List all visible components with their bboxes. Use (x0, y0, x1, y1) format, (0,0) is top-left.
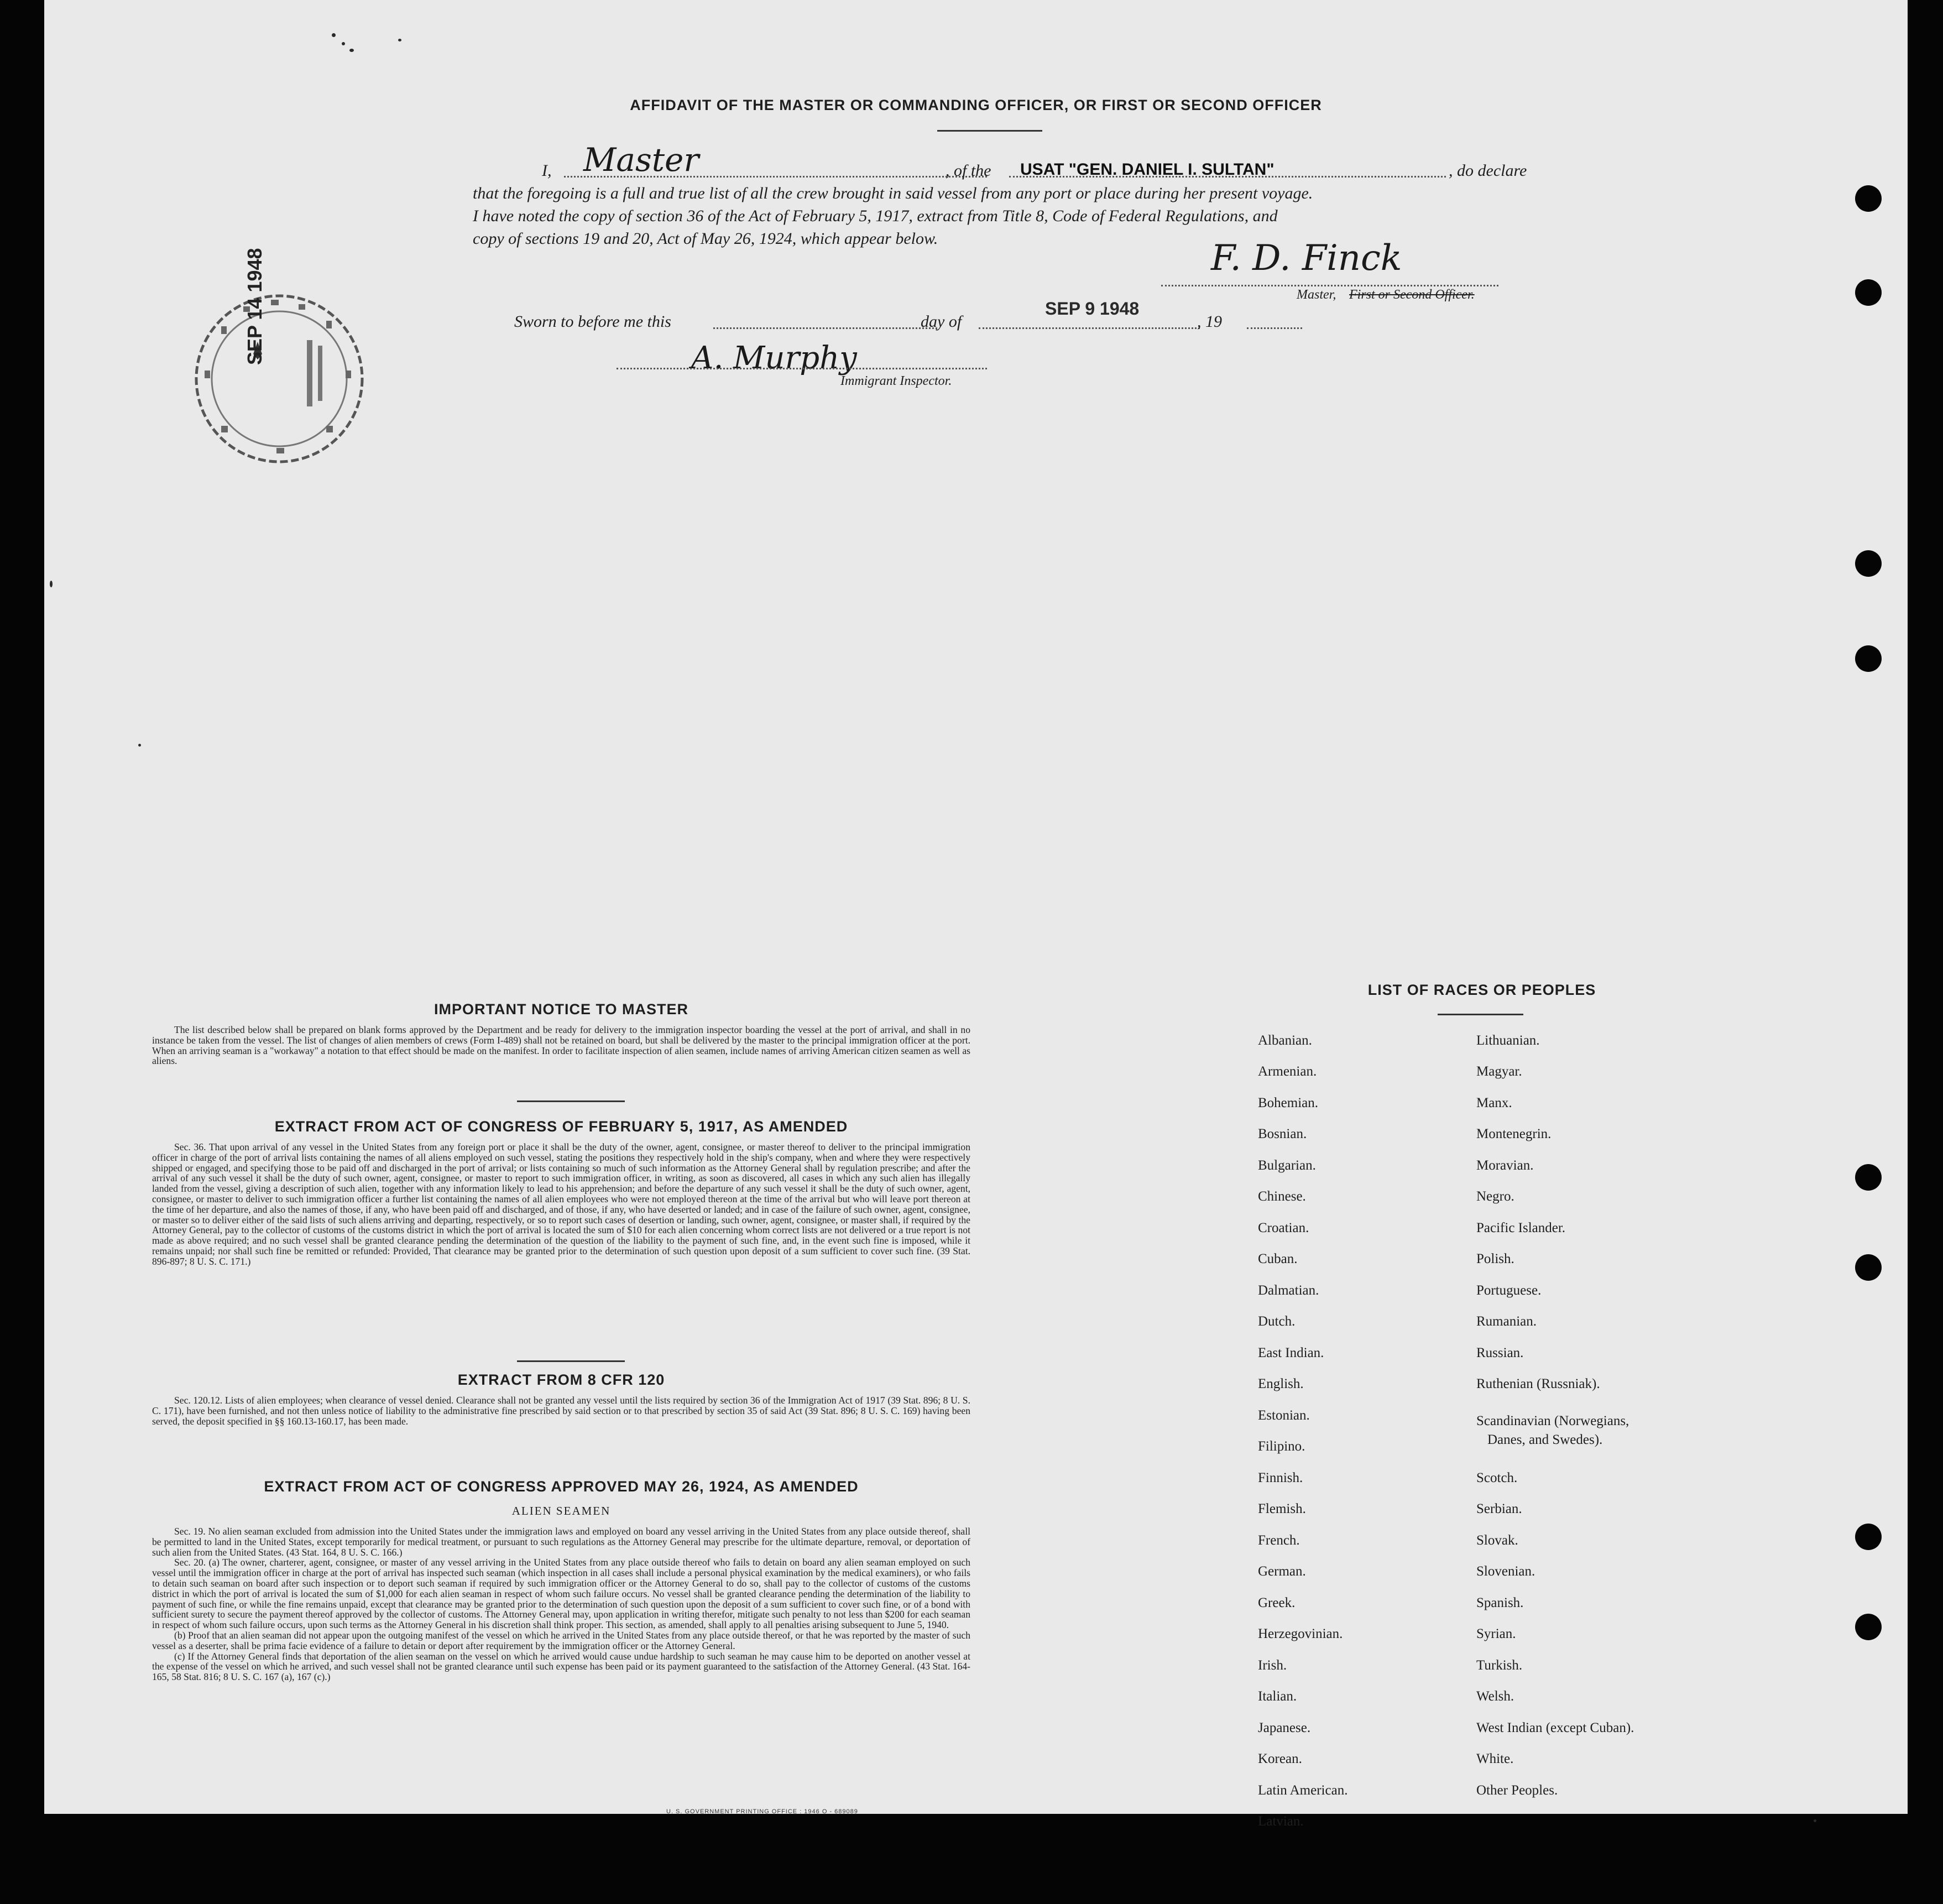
race-item: English. (1258, 1376, 1304, 1391)
extract-1917-text (152, 1142, 970, 1267)
scan-speck (332, 33, 336, 37)
sworn-year: , 19 (1197, 312, 1222, 331)
race-item: Bohemian. (1258, 1096, 1319, 1110)
race-item: Other Peoples. (1476, 1783, 1558, 1798)
section-36-paragraph: Sec. 36. That upon arrival of any vessel in the United States from any foreign port or place it shall be the duty of the owner, agent, consignee, or master thereof to deliver to the principal immigration officer in charge of the port of arrival lists containing the names of all aliens employed on such vessel, stating the positions they respectively hold in the ship's company, when and where they were respectively shipped or engaged, and specifying those to be paid off and discharged in the port of arrival; or lists containing so much of such information as the Attorney General shall by regulation prescribe; and after the arrival of any such vessel it shall be the duty of such owner, agent, consignee, or master to report to such immigration officer, in writing, as soon as discovered, all cases in which any such alien has illegally landed from the vessel, giving a description of such alien, together with any information likely to lead to his apprehension; and before the departure of any such vessel it shall be the duty of such owner, agent, consignee, or master to deliver to such immigration officer a further list containing the names of all alien employees who were not employed thereon at the time of the arrival but who will leave port thereon at the time of her departure, and also the names of those, if any, who have been paid off and discharged, and of those, if any, who have deserted or landed; and in case of the failure of such owner, agent, consignee, or master so to deliver either of the said lists of such aliens arriving and departing, respectively, or so to report such cases of desertion or landing, such owner, agent, consignee, or master shall, if required by the Attorney General, pay to the collector of customs of the customs district in which the port of arrival is located the sum of $10 for each alien concerning whom correct lists are not delivered or a true report is not made as above required; and no such vessel shall be granted clearance pending the determination of the question of the liability to the payment of such fine, and, in the event such fine is imposed, while it remains unpaid; nor shall such fine be remitted or refunded: Provided, That clearance may be granted prior to the determination of such question upon deposit of a sum sufficient to cover such fine. (39 Stat. 896-897; 8 U. S. C. 171.) (152, 1141, 970, 1267)
race-item: Ruthenian (Russniak). (1476, 1376, 1600, 1391)
scan-speck (398, 39, 401, 41)
scan-speck (50, 581, 53, 587)
affidavit-title: AFFIDAVIT OF THE MASTER OR COMMANDING OFFICER, OR FIRST OR SECOND OFFICER (630, 97, 1322, 113)
dotted-line (713, 327, 937, 329)
vessel-name-stamp: USAT "GEN. DANIEL I. SULTAN" (1020, 160, 1275, 179)
binder-hole (1855, 1254, 1882, 1281)
extract-1924-text (152, 1526, 970, 1682)
race-item: Dalmatian. (1258, 1283, 1319, 1298)
dotted-line (617, 368, 987, 369)
scan-speck (342, 42, 345, 45)
seal-date: SEP 14 1948 (243, 248, 266, 365)
inspector-signature: A. Murphy (691, 340, 857, 376)
sworn-text: Sworn to before me this (514, 312, 671, 331)
sworn-day-of: day of (921, 312, 962, 331)
race-item: Bulgarian. (1258, 1158, 1316, 1173)
binder-hole (1855, 550, 1882, 577)
notice-paragraph: The list described below shall be prepared on blank forms approved by the Department and be ready for delivery to the immigration inspector boarding the vessel at the port of arrival, and shall in no instance be taken from the vessel. The list of changes of alien members of crews (Form I-489) shall not be retained on board, but shall be delivered by the master to the principal immigration officer at the port. When an arriving seaman is a "workaway" a notation to that effect should be made on the manifest. In order to facilitate inspection of alien seamen, include names of arriving American citizen seamen as well as aliens. (152, 1024, 970, 1067)
race-item: Albanian. (1258, 1033, 1312, 1048)
race-item: Spanish. (1476, 1595, 1524, 1610)
race-item: Korean. (1258, 1751, 1302, 1766)
race-item: Magyar. (1476, 1064, 1522, 1079)
dotted-line (1161, 285, 1498, 286)
race-item: Manx. (1476, 1096, 1512, 1110)
race-item: Lithuanian. (1476, 1033, 1540, 1048)
binder-hole (1855, 645, 1882, 672)
master-caption: Master, (1297, 288, 1336, 302)
affidavit-line-2: that the foregoing is a full and true list of all the crew brought in said vessel from any port or place during her present voyage. (473, 184, 1313, 202)
divider (517, 1100, 625, 1102)
notice-text (152, 1025, 970, 1066)
race-item: Montenegrin. (1476, 1126, 1552, 1141)
race-item: Estonian. (1258, 1408, 1310, 1423)
binder-hole (1855, 1164, 1882, 1191)
extract-1917-title: EXTRACT FROM ACT OF CONGRESS OF FEBRUARY 5, 1917, AS AMENDED (274, 1118, 848, 1135)
document-page (44, 0, 1908, 1829)
section-19-paragraph: Sec. 19. No alien seaman excluded from admission into the United States under the immigration laws and employed on board any vessel arriving in the United States from any place outside thereof, shall be permitted to land in the United States, except temporarily for medical treatment, or pursuant to such regulations as the Attorney General may prescribe for the ultimate departure, removal, or deportation of such alien from the United States. (43 Stat. 164, 8 U. S. C. 166.) (152, 1526, 970, 1558)
race-item: Portuguese. (1476, 1283, 1542, 1298)
section-20c-paragraph: (c) If the Attorney General finds that deportation of the alien seaman on the vessel on which he arrived would cause undue hardship to such seaman he may cause him to be deported on another vessel at the expense of the vessel on which he arrived, and such vessel shall not be granted clearance until such expense has been paid or its payment guaranteed to the satisfaction of the Attorney General. (43 Stat. 164-165, 58 Stat. 816; 8 U. S. C. 167 (a), 167 (c).) (152, 1650, 970, 1683)
affidavit-line-4: copy of sections 19 and 20, Act of May 26, 1924, which appear below. (473, 229, 938, 248)
dotted-line (979, 327, 1200, 329)
race-item: Herzegovinian. (1258, 1626, 1343, 1641)
binder-hole (1855, 279, 1882, 306)
section-20a-paragraph: Sec. 20. (a) The owner, charterer, agent, consignee, or master of any vessel arriving in the United States from any place outside thereof who fails to detain on board any alien seaman employed on such vessel until the immigration officer in charge at the port of arrival has inspected such seaman (which inspection in all cases shall include a personal physical examination by the medical examiners), or who fails to detain such seaman on board after such inspection or to deport such seaman if required by such immigration officer or the Attorney General to do so, shall pay to the collector of customs of the customs district in which the port of arrival is located the sum of $1,000 for each alien seaman in respect of whom such failure occurs. No vessel shall be granted clearance pending the determination of the liability to payment of such fine, or while the fine remains unpaid, except that clearance may be granted prior to the determination of such question upon the deposit of a sum sufficient to cover such fine, or of a bond with sufficient surety to secure the payment thereof approved by the collector of customs. The Attorney General may, upon application in writing therefor, mitigate such penalty to not less than $200 for each seaman in respect of whom such failure occurs, upon such terms as the Attorney General in his discretion shall think proper. This section, as amended, shall apply to all penalties arising subsequent to June 5, 1940. (152, 1557, 970, 1631)
race-item: Moravian. (1476, 1158, 1534, 1173)
sworn-date-stamp: SEP 9 1948 (1045, 299, 1140, 319)
race-item: Serbian. (1476, 1501, 1522, 1516)
race-item: Filipino. (1258, 1439, 1305, 1454)
race-item: Greek. (1258, 1595, 1296, 1610)
printer-footer: U. S. GOVERNMENT PRINTING OFFICE : 1946 O - 689089 (666, 1808, 858, 1815)
race-item: Danes, and Swedes). (1487, 1432, 1603, 1447)
race-item: Russian. (1476, 1345, 1524, 1360)
race-item: West Indian (except Cuban). (1476, 1720, 1634, 1735)
race-item: Bosnian. (1258, 1126, 1307, 1141)
scan-speck (138, 744, 141, 747)
handwritten-rank: Master (583, 141, 699, 179)
race-item: Finnish. (1258, 1470, 1303, 1485)
race-item: White. (1476, 1751, 1514, 1766)
binder-hole (1855, 185, 1882, 212)
race-item: Rumanian. (1476, 1314, 1537, 1329)
race-item: Japanese. (1258, 1720, 1311, 1735)
race-item: Pacific Islander. (1476, 1220, 1566, 1235)
scan-speck (1814, 1819, 1816, 1822)
race-item: Italian. (1258, 1689, 1297, 1704)
race-item: Welsh. (1476, 1689, 1514, 1704)
binder-hole (1855, 1524, 1882, 1550)
scan-speck (349, 49, 354, 52)
race-item: Croatian. (1258, 1220, 1309, 1235)
affidavit-i: I, (542, 161, 552, 180)
race-item: Negro. (1476, 1189, 1514, 1204)
race-item: Latvian. (1258, 1814, 1304, 1829)
race-item: Scotch. (1476, 1470, 1518, 1485)
race-item: Dutch. (1258, 1314, 1296, 1329)
binder-hole (1855, 1614, 1882, 1640)
races-title: LIST OF RACES OR PEOPLES (1367, 982, 1596, 998)
notice-title: IMPORTANT NOTICE TO MASTER (434, 1001, 688, 1018)
race-item: Turkish. (1476, 1658, 1523, 1673)
inspection-seal (188, 288, 370, 470)
race-item: Armenian. (1258, 1064, 1317, 1079)
inspector-caption: Immigrant Inspector. (840, 374, 952, 388)
race-item: Slovak. (1476, 1533, 1518, 1548)
race-item: French. (1258, 1533, 1300, 1548)
race-item: Irish. (1258, 1658, 1287, 1673)
race-item: Cuban. (1258, 1251, 1298, 1266)
race-item: Slovenian. (1476, 1564, 1535, 1579)
cfr-title: EXTRACT FROM 8 CFR 120 (457, 1371, 665, 1388)
race-item: East Indian. (1258, 1345, 1324, 1360)
divider (937, 130, 1042, 132)
alien-seamen-subtitle: ALIEN SEAMEN (511, 1504, 611, 1517)
affidavit-line-3: I have noted the copy of section 36 of the Act of February 5, 1917, extract from Title 8, Code of Federal Regulations, and (473, 207, 1278, 225)
race-item: German. (1258, 1564, 1306, 1579)
race-item: Latin American. (1258, 1783, 1348, 1798)
divider (517, 1360, 625, 1362)
race-item: Syrian. (1476, 1626, 1516, 1641)
dotted-line (1009, 176, 1446, 178)
race-item: Flemish. (1258, 1501, 1306, 1516)
master-caption-struck: First or Second Officer. (1349, 288, 1475, 302)
race-item: Scandinavian (Norwegians, (1476, 1413, 1629, 1428)
dotted-line (1247, 327, 1302, 329)
section-20b-paragraph: (b) Proof that an alien seaman did not appear upon the outgoing manifest of the vessel on which he arrived in the United States from any place outside thereof, or that he was reported by the master of such vessel as a deserter, shall be prima facie evidence of a failure to detain or deport after requirement by the immigration officer or the Attorney General. (152, 1629, 970, 1651)
divider (1438, 1014, 1523, 1015)
race-item: Chinese. (1258, 1189, 1306, 1204)
cfr-text (152, 1395, 970, 1426)
race-item: Polish. (1476, 1251, 1514, 1266)
master-signature: F. D. Finck (1211, 238, 1402, 279)
section-120-12-paragraph: Sec. 120.12. Lists of alien employees; when clearance of vessel denied. Clearance shall not be granted any vessel until the lists required by section 36 of the Immigration Act of 1917 (39 Stat. 896; 8 U. S. C. 171), have been furnished, and not then unless notice of liability to the administrative fine prescribed by said section or to that prescribed by section 35 of said Act (39 Stat. 896; 8 U. S. C. 169) having been served, the deposit specified in §§ 160.13-160.17, has been made. (152, 1395, 970, 1427)
dotted-line (564, 176, 987, 178)
affidavit-declare: , do declare (1449, 161, 1527, 180)
extract-1924-title: EXTRACT FROM ACT OF CONGRESS APPROVED MAY 26, 1924, AS AMENDED (264, 1478, 859, 1495)
affidavit-of-the: , of the (946, 161, 991, 180)
